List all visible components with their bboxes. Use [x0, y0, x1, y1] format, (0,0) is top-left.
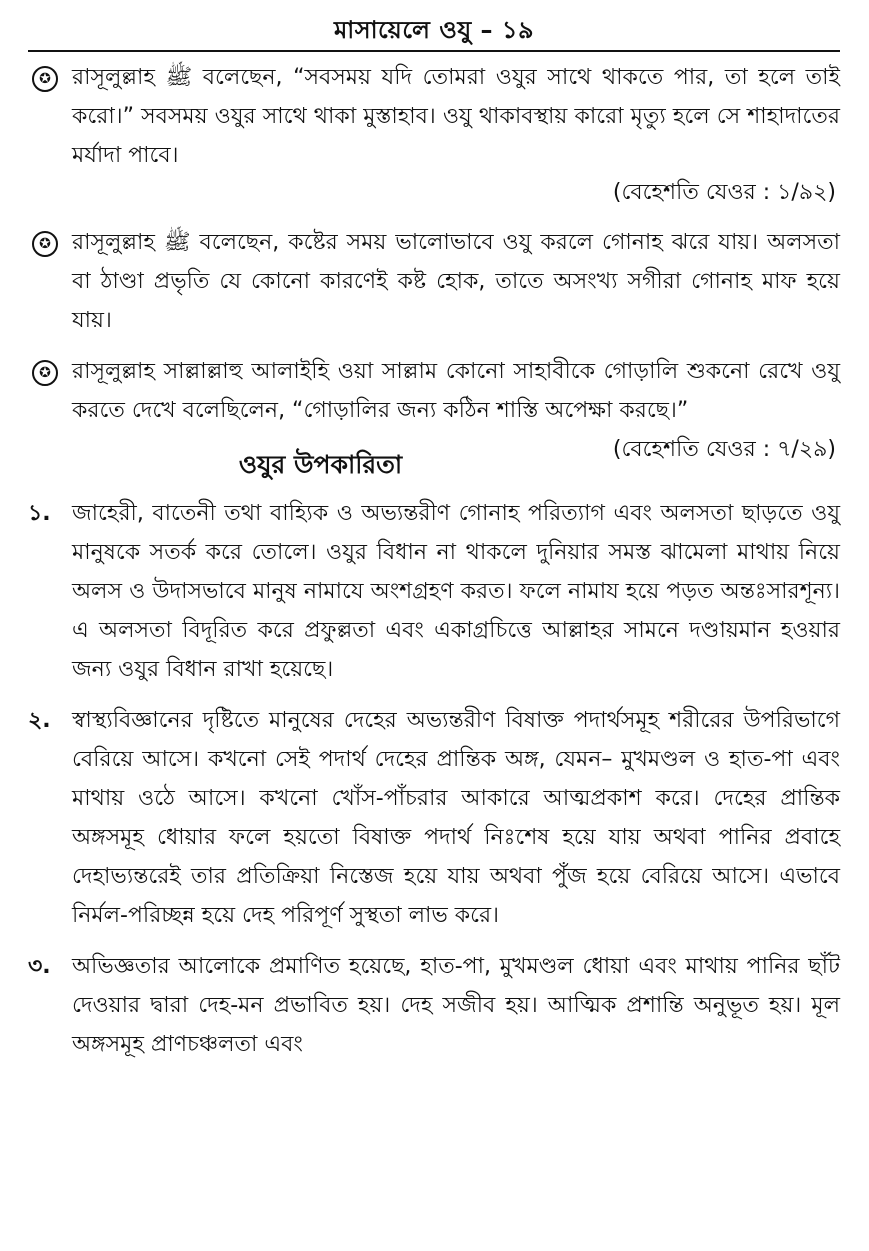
point-number-2: ২.: [28, 708, 51, 733]
bullet-text-1: রাসূলুল্লাহ ﷺ বলেছেন, “সবসময় যদি তোমরা ওযুর সাথে থাকতে পার, তা হলে তাই করো।” সবসময় ওযুর সাথে থাকা মুস্তাহাব। ওযু থাকাবস্থায় কারো মৃত্যু হলে সে শাহাদাতের মর্যাদা পাবে।: [72, 65, 840, 168]
point-number-1: ১.: [28, 501, 51, 526]
bullet-text-2: রাসূলুল্লাহ ﷺ বলেছেন, কষ্টের সময় ভালোভাবে ওযু করলে গোনাহ ঝরে যায়। অলসতা বা ঠাণ্ডা প্রভৃতি যে কোনো কারণেই কষ্ট হোক, তাতে অসংখ্য সগীরা গোনাহ মাফ হয়ে যায়।: [72, 230, 840, 333]
star-in-circle-icon: ✪: [32, 360, 58, 386]
point-number-3: ৩.: [28, 954, 51, 979]
header-rule: [28, 50, 840, 52]
reference-3: (বেহেশতি যেওর : ৭/২৯): [612, 437, 836, 462]
bullet-text-3: রাসূলুল্লাহ সাল্লাল্লাহু আলাইহি ওয়া সাল্লাম কোনো সাহাবীকে গোড়ালি শুকনো রেখে ওযু করতে দেখে বলেছিলেন, “গোড়ালির জন্য কঠিন শাস্তি অপেক্ষা করছে।”: [72, 359, 840, 423]
running-title: মাসায়েলে ওযু – ১৯: [333, 16, 535, 44]
point-text-1: জাহেরী, বাতেনী তথা বাহ্যিক ও অভ্যন্তরীণ গোনাহ পরিত্যাগ এবং অলসতা ছাড়তে ওযু মানুষকে সতর্ক করে তোলে। ওযুর বিধান না থাকলে দুনিয়ার সমস্ত ঝামেলা মাথায় নিয়ে অলস ও উদাসভাবে মানুষ নামাযে অংশগ্রহণ করত। ফলে নামায হয়ে পড়ত অন্তঃসারশূন্য। এ অলসতা বিদূরিত করে প্রফুল্লতা এবং একাগ্রচিত্তে আল্লাহর সামনে দণ্ডায়মান হওয়ার জন্য ওযুর বিধান রাখা হয়েছে।: [72, 501, 841, 682]
book-page: [28, 10, 840, 1242]
bullet-item-3: [28, 352, 840, 462]
reference-1: (বেহেশতি যেওর : ১/৯২): [612, 180, 836, 205]
star-in-circle-icon: ✪: [32, 66, 58, 92]
point-text-3: অভিজ্ঞতার আলোকে প্রমাণিত হয়েছে, হাত-পা, মুখমণ্ডল ধোয়া এবং মাথায় পানির ছাঁট দেওয়ার দ্বারা দেহ-মন প্রভাবিত হয়। দেহ সজীব হয়। আত্মিক প্রশান্তি অনুভূত হয়। মূল অঙ্গসমূহ প্রাণচঞ্চলতা এবং: [72, 954, 840, 1057]
star-in-circle-icon: ✪: [32, 231, 58, 257]
point-text-2: স্বাস্থ্যবিজ্ঞানের দৃষ্টিতে মানুষের দেহের অভ্যন্তরীণ বিষাক্ত পদার্থসমূহ শরীরের উপরিভাগে বেরিয়ে আসে। কখনো সেই পদার্থ দেহের প্রান্তিক অঙ্গ, যেমন– মুখমণ্ডল ও হাত-পা এবং মাথায় ওঠে আসে। কখনো খোঁস-পাঁচরার আকারে আত্মপ্রকাশ করে। দেহের প্রান্তিক অঙ্গসমূহ ধোয়ার ফলে হয়তো বিষাক্ত পদার্থ নিঃশেষ হয়ে যায় অথবা পানির প্রবাহে দেহাভ্যন্তরেই তার প্রতিক্রিয়া নিস্তেজ হয়ে যায় অথবা পুঁজ হয়ে বেরিয়ে আসে। এভাবে নির্মল-পরিচ্ছন্ন হয়ে দেহ পরিপূর্ণ সুস্থতা লাভ করে।: [72, 708, 840, 928]
bullet-item-1: [28, 58, 840, 211]
numbered-point-1: [28, 494, 840, 689]
numbered-point-2: [28, 701, 840, 935]
section-heading: ওযুর উপকারিতা: [238, 450, 403, 479]
numbered-point-3: [28, 947, 840, 1064]
bullet-item-2: [28, 223, 840, 340]
